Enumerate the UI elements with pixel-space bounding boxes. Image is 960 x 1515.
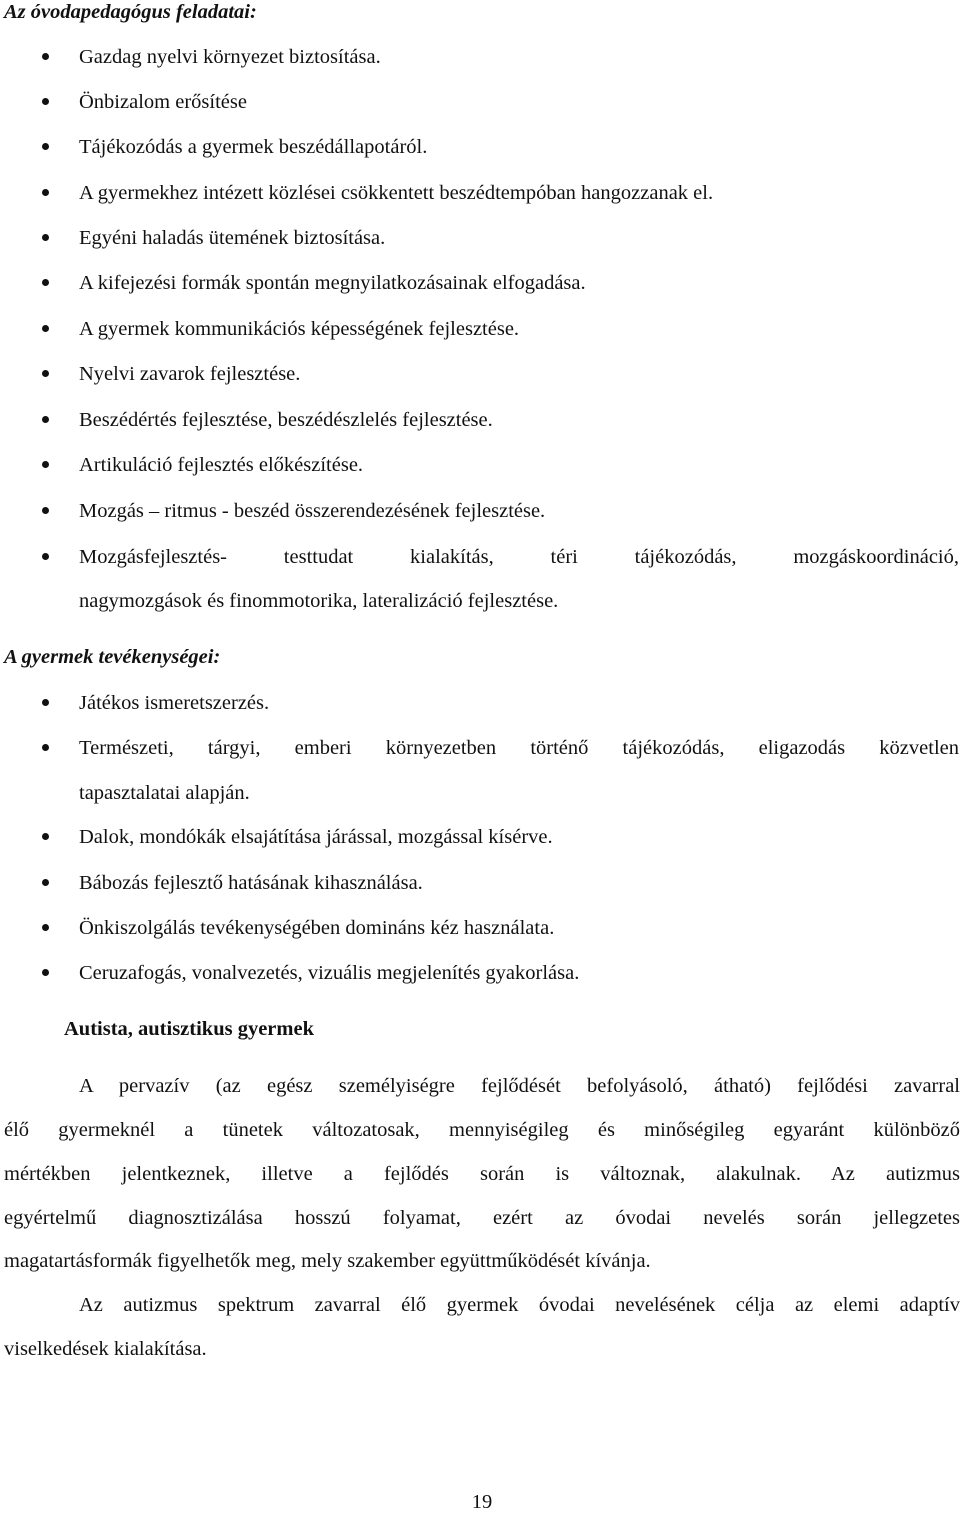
paragraph-line: A pervazív (az egész személyiségre fejlődését befolyásoló, átható) fejlődési zavarral [79,1075,960,1097]
bullet-icon [42,325,49,332]
page-number: 19 [471,1491,493,1513]
bullet-icon [42,924,49,931]
tasks-heading: Az óvodapedagógus feladatai: [4,1,257,23]
bullet-icon [42,879,49,886]
document-page: Az óvodapedagógus feladatai: Gazdag nyelvi környezet biztosítása. Önbizalom erősítése Tájékozódás a gyermek beszédállapotáról. A gyermekhez intézett közlései csökkentett beszédtempóban hangozzanak el. Egyéni haladás ütemének biztosítása. A kifejezési formák spontán megnyilatkozásainak elfogadása. A gyermek kommunikációs képességének fejlesztése. Nyelvi zavarok fejlesztése. Beszédértés fejlesztése, beszédészlelés fejlesztése. Artikuláció fejlesztés előkészítése. Mozgás – ritmus - beszéd összerendezésének fejlesztése. Mozgásfejlesztés- testtudat kialakítás, téri tájékozódás, mozgáskoordináció, nagymozgások és finommotorika, lateralizáció fejlesztése. A gyermek tevékenységei: Játékos ismeretszerzés. Természeti, tárgyi, emberi környezetben történő tájékozódás, eligazodás közvetlen tapasztalatai alapján. Dalok, mondókák elsajátítása járással, mozgással kísérve. Bábozás fejlesztő hatásának kihasználása. Önkiszolgálás tevékenységében domináns kéz használata. Ceruzafogás, vonalvezetés, vizuális megjelenítés gyakorlása. Autista, autisztikus gyermek A pervazív (az egész személyiségre fejlődését befolyásoló, átható) fejlődési zavarral élő gyermeknél a tünetek változatosak, mennyiségileg és minőségileg egyaránt különböző mértékben jelentkeznek, illetve a fejlődés során is változnak, alakulnak. Az autizmus egyértelmű diagnosztizálása hosszú folyamat, ezért az óvodai nevelés során jellegzetes magatartásformák figyelhetők meg, mely szakember együttműködését kívánja. Az autizmus spektrum zavarral élő gyermek óvodai nevelésének célja az elemi adaptív viselkedések kialakítása. 19 [0,0,960,1515]
section-title: Autista, autisztikus gyermek [64,1018,314,1040]
paragraph-line: magatartásformák figyelhetők meg, mely szakember együttműködését kívánja. [4,1250,651,1272]
bullet-icon [42,507,49,514]
paragraph-line: mértékben jelentkeznek, illetve a fejlődés során is változnak, alakulnak. Az autizmus [4,1163,960,1185]
bullet-icon [42,98,49,105]
bullet-icon [42,969,49,976]
bullet-icon [42,189,49,196]
bullet-icon [42,744,49,751]
paragraph-line: élő gyermeknél a tünetek változatosak, mennyiségileg és minőségileg egyaránt különböző [4,1119,960,1141]
paragraph-line: viselkedések kialakítása. [4,1338,207,1360]
bullet-icon [42,279,49,286]
list-item-continuation: nagymozgások és finommotorika, lateralizáció fejlesztése. [79,590,559,612]
activities-heading: A gyermek tevékenységei: [4,646,221,668]
bullet-icon [42,53,49,60]
bullet-icon [42,370,49,377]
bullet-icon [42,234,49,241]
bullet-icon [42,416,49,423]
paragraph-line: Az autizmus spektrum zavarral élő gyermek óvodai nevelésének célja az elemi adaptív [79,1294,960,1316]
bullet-icon [42,143,49,150]
paragraph-line: egyértelmű diagnosztizálása hosszú folyamat, ezért az óvodai nevelés során jellegzetes [4,1207,960,1229]
bullet-icon [42,833,49,840]
bullet-icon [42,553,49,560]
bullet-icon [42,461,49,468]
list-item-continuation: tapasztalatai alapján. [79,782,250,804]
bullet-icon [42,699,49,706]
